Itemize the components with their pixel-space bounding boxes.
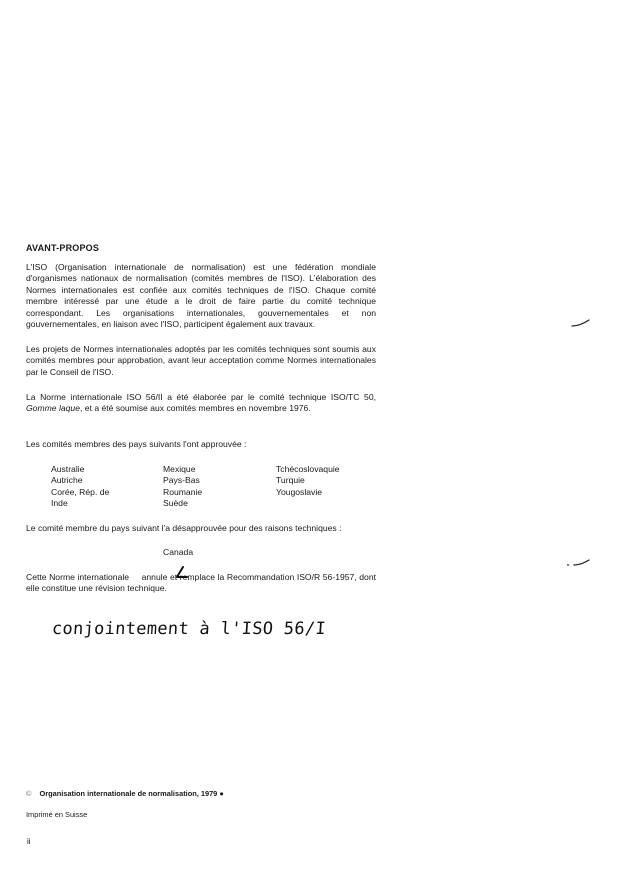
margin-checkmark-icon: [570, 318, 592, 328]
paragraph-replacement: [26, 572, 376, 595]
country-item: Tchécoslovaquie: [276, 464, 340, 474]
country-item: Inde: [51, 498, 68, 509]
margin-checkmark-icon: [566, 558, 592, 568]
copyright-text: Organisation internationale de normalisation, 1979 ●: [39, 789, 224, 798]
country-item: Yougoslavie: [276, 486, 323, 497]
country-item: Autriche: [51, 475, 83, 486]
page-number: ii: [27, 837, 31, 846]
paragraph-draft-approval: Les projets de Normes internationales adoptés par les comités techniques sont soumis aux comités membres pour approbation, avant leur acceptation comme Normes internationales par le Conseil de l'ISO.: [26, 344, 376, 377]
approved-intro: Les comités membres des pays suivants l'ont approuvée :: [26, 439, 247, 449]
country-item: Australie: [51, 464, 85, 474]
country-item: Mexique: [163, 464, 196, 474]
paragraph-replacement-end: annule et remplace la Recommandation ISO/R 56-1957, dont elle constitue une révision technique.: [26, 572, 376, 594]
printed-in: Imprimé en Suisse: [26, 810, 88, 819]
paragraph-elaboration-end: , et a été soumise aux comités membres en novembre 1976.: [79, 403, 311, 414]
country-item: Corée, Rép. de: [51, 486, 110, 497]
copyright-line: [26, 789, 224, 798]
disapproved-intro: Le comité membre du pays suivant l'a désapprouvée pour des raisons techniques :: [26, 523, 342, 533]
paragraph-iso-intro: L'ISO (Organisation internationale de normalisation) est une fédération mondiale d'organismes nationaux de normalisation (comités membres de l'ISO). L'élaboration des Normes internationales est confiée aux comités techniques de l'ISO. Chaque comité membre intéressé par une étude a le droit de faire partie du comité technique correspondant. Les organisations internationales, gouvernementales et non gouvernementales, en liaison avec l'ISO, participent également aux travaux.: [26, 262, 376, 330]
committee-title: Gomme laque: [26, 403, 80, 414]
country-item: Pays-Bas: [163, 475, 200, 486]
paragraph-replacement-start: Cette Norme internationale: [26, 572, 130, 582]
disapproved-country: Canada: [163, 547, 194, 557]
paragraph-elaboration: [26, 392, 376, 415]
country-item: Roumanie: [163, 486, 203, 497]
copyright-icon: ©: [26, 789, 32, 798]
approved-countries-col-1: [51, 464, 109, 510]
handwritten-annotation: conjointement à l'ISO 56/I: [51, 619, 327, 639]
country-item: Turquie: [276, 475, 305, 486]
country-item: Suède: [163, 498, 188, 509]
approved-countries-col-3: [276, 464, 340, 498]
paragraph-elaboration-start: La Norme internationale ISO 56/II a été élaborée par le comité technique ISO/TC 50,: [26, 392, 376, 402]
insertion-caret-icon: [174, 566, 188, 580]
section-heading: AVANT-PROPOS: [26, 243, 100, 253]
approved-countries-col-2: [163, 464, 202, 510]
